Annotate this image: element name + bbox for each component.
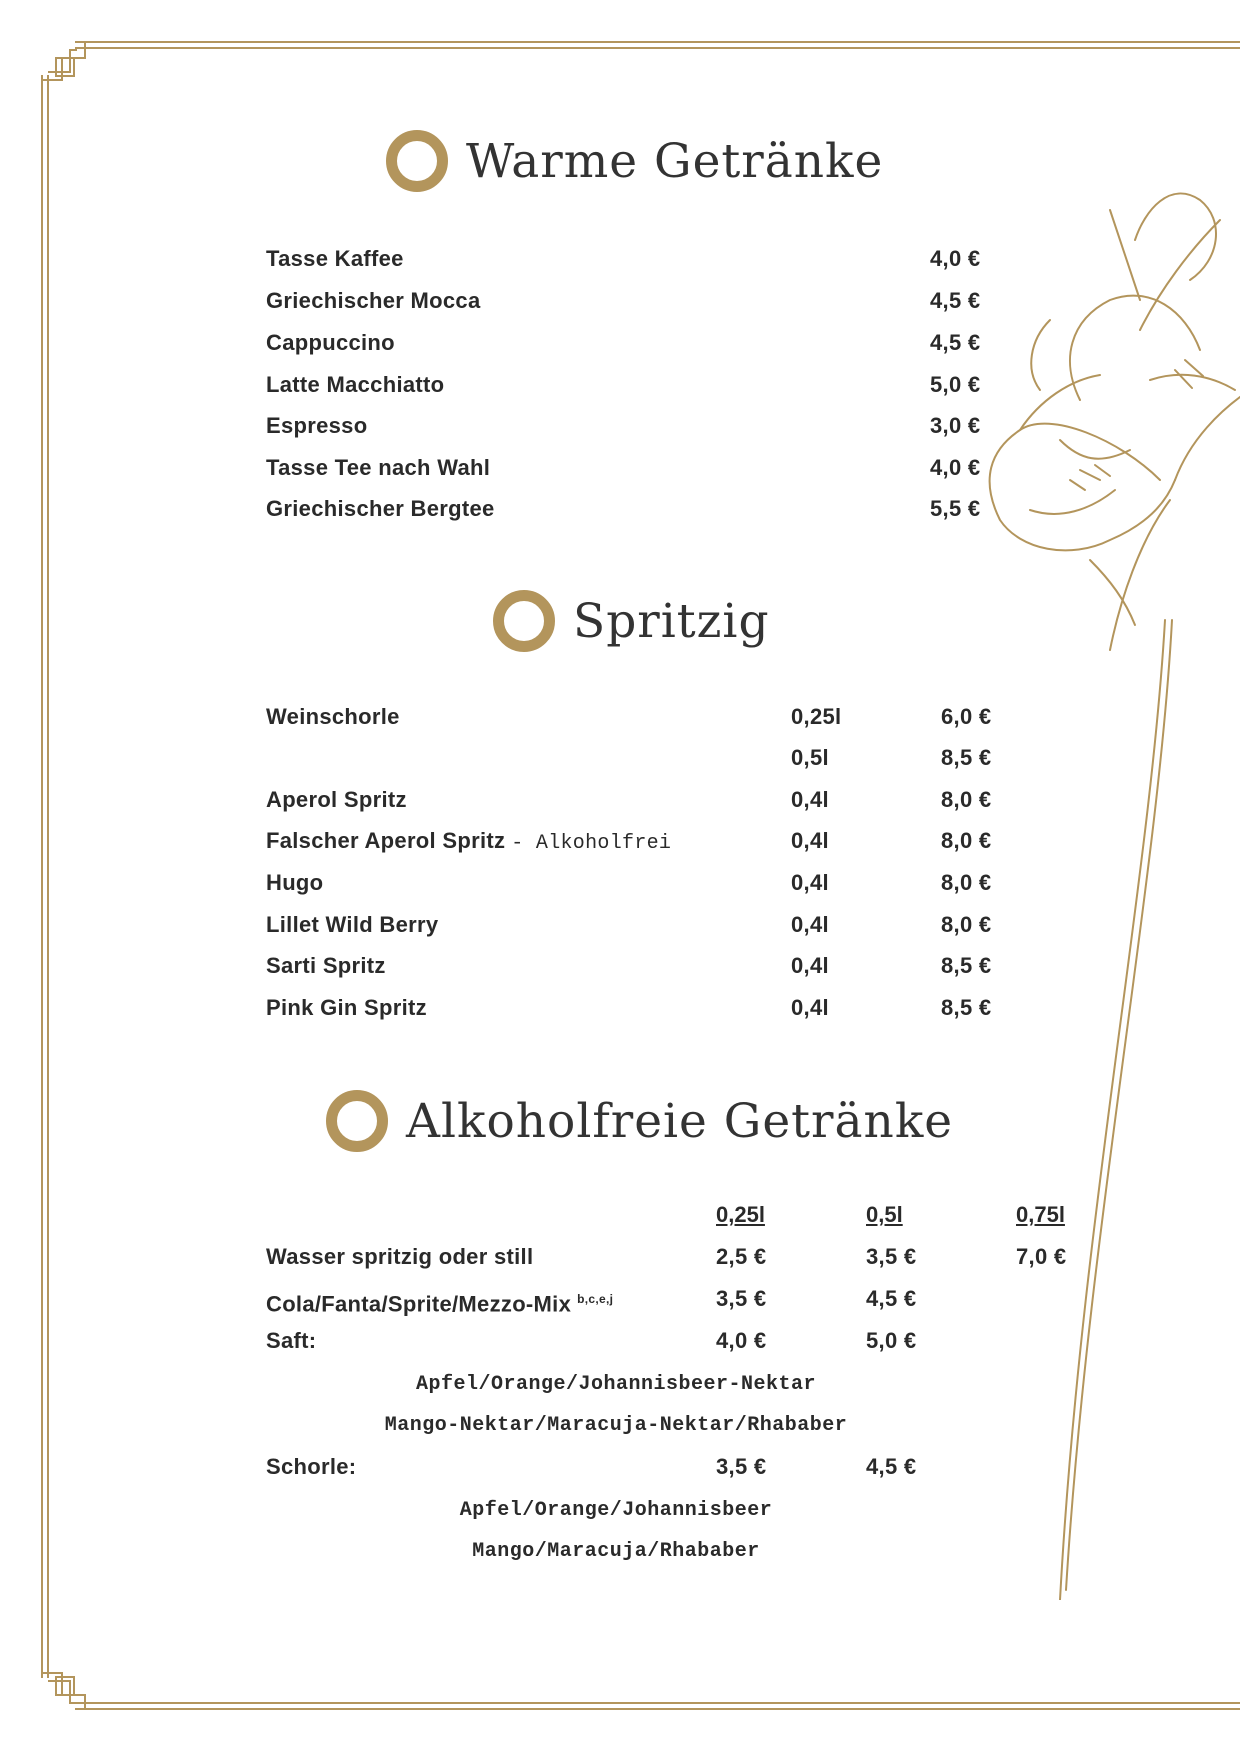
item-size: 0,5l: [791, 745, 829, 770]
item-price: 4,5 €: [930, 330, 981, 355]
size-header: 0,25l: [716, 1202, 765, 1227]
item-name: [266, 743, 272, 776]
item-size: 0,4l: [791, 828, 829, 853]
item-price: 4,5 €: [866, 1286, 917, 1311]
item-price: 3,5 €: [716, 1286, 767, 1311]
item-price: 8,0 €: [941, 912, 992, 937]
item-size: 0,4l: [791, 870, 829, 895]
item-name: Griechischer Mocca: [266, 288, 481, 313]
item-price: 4,0 €: [716, 1328, 767, 1353]
item-price: 8,0 €: [941, 870, 992, 895]
item-price: 5,0 €: [866, 1328, 917, 1353]
size-header: 0,75l: [1016, 1202, 1065, 1227]
ring-icon: [326, 1090, 388, 1152]
item-name: Wasser spritzig oder still: [266, 1244, 534, 1269]
variety-line: Apfel/Orange/Johannisbeer: [459, 1499, 773, 1522]
item-price: 4,5 €: [930, 288, 981, 313]
item-size: 0,4l: [791, 995, 829, 1020]
flower-illustration: [960, 180, 1240, 1600]
item-name: Cola/Fanta/Sprite/Mezzo-Mix $^{b,c,e,j}$: [266, 1291, 614, 1317]
item-size: 0,25l: [791, 704, 842, 729]
size-header: 0,5l: [866, 1202, 903, 1227]
variety-line: Mango/Maracuja/Rhababer: [472, 1540, 760, 1563]
item-name: Hugo: [266, 870, 324, 895]
item-name: Latte Macchiatto: [266, 372, 445, 397]
item-price: 5,0 €: [930, 372, 981, 397]
section-title-text: Warme Getränke: [466, 133, 884, 189]
item-note: - Alkoholfrei: [511, 832, 672, 855]
ring-icon: [493, 590, 555, 652]
item-size: 0,4l: [791, 912, 829, 937]
item-price: 3,5 €: [716, 1454, 767, 1479]
item-name: Pink Gin Spritz: [266, 995, 427, 1020]
item-size: 0,4l: [791, 787, 829, 812]
item-name: Espresso: [266, 413, 368, 438]
item-name: Weinschorle: [266, 704, 400, 729]
item-price: 3,5 €: [866, 1244, 917, 1269]
item-price: 4,0 €: [930, 246, 981, 271]
item-size: 0,4l: [791, 953, 829, 978]
item-name: Sarti Spritz: [266, 953, 386, 978]
item-price: 7,0 €: [1016, 1244, 1067, 1269]
variety-line: Mango-Nektar/Maracuja-Nektar/Rhababer: [384, 1414, 848, 1437]
item-name: Tasse Tee nach Wahl: [266, 455, 491, 480]
item-name: Lillet Wild Berry: [266, 912, 439, 937]
item-price: 4,0 €: [930, 455, 981, 480]
item-name: Cappuccino: [266, 330, 395, 355]
section-title-text: Spritzig: [573, 593, 770, 649]
section-title-alkoholfrei: [326, 1090, 953, 1152]
item-price: 8,5 €: [941, 995, 992, 1020]
allergen-footnote: b,c,e,j: [577, 1292, 614, 1306]
item-name: Aperol Spritz: [266, 787, 407, 812]
item-price: 6,0 €: [941, 704, 992, 729]
item-name: Tasse Kaffee: [266, 246, 404, 271]
section-title-text: Alkoholfreie Getränke: [406, 1093, 954, 1149]
section-title-warme: [386, 130, 883, 192]
item-price: 4,5 €: [866, 1454, 917, 1479]
section-title-spritzig: [493, 590, 770, 652]
item-price: 3,0 €: [930, 413, 981, 438]
item-price: 8,0 €: [941, 787, 992, 812]
ring-icon: [386, 130, 448, 192]
item-name: Saft:: [266, 1328, 317, 1353]
item-price: 8,5 €: [941, 953, 992, 978]
item-price: 8,5 €: [941, 745, 992, 770]
item-name: Griechischer Bergtee: [266, 496, 495, 521]
item-price: 5,5 €: [930, 496, 981, 521]
item-price: 2,5 €: [716, 1244, 767, 1269]
variety-line: Apfel/Orange/Johannisbeer-Nektar: [415, 1373, 817, 1396]
item-name: Schorle:: [266, 1454, 357, 1479]
item-name: Falscher Aperol Spritz - Alkoholfrei: [266, 828, 672, 855]
item-price: 8,0 €: [941, 828, 992, 853]
